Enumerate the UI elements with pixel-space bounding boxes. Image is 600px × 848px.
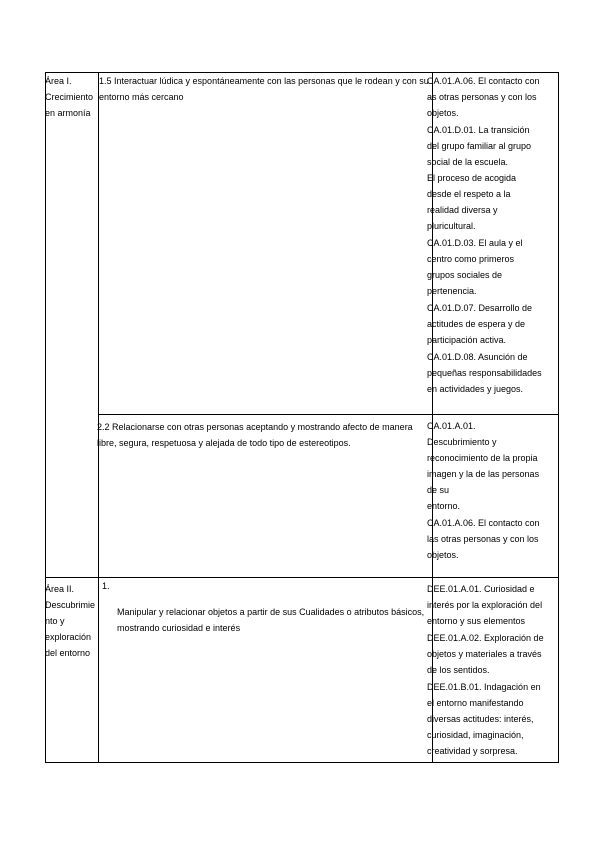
area-cell	[46, 578, 99, 763]
criterion-number: 1.	[102, 581, 110, 591]
content-block	[427, 515, 558, 563]
content-block	[427, 581, 558, 629]
criterion-text: 2.2 Relacionarse con otras personas aceptando y mostrando afecto de manera libre, segura, respetuosa y alejada de todo tipo de estereotipos.	[97, 422, 413, 448]
content-block	[427, 300, 558, 348]
content-line: grupos sociales de	[427, 270, 503, 280]
content-line: El proceso de acogida	[427, 173, 517, 183]
content-line: del grupo familiar al grupo	[427, 141, 532, 151]
content-line: DEE.01.B.01. Indagación en	[427, 682, 541, 692]
content-line: DEE.01.A.01. Curiosidad e	[427, 584, 535, 594]
area-cell	[46, 73, 99, 578]
content-block	[427, 630, 558, 678]
contents-cell	[427, 578, 559, 763]
content-line: entorno.	[427, 501, 461, 511]
content-line: DEE.01.A.02. Exploración de	[427, 633, 544, 643]
criterion-cell	[99, 415, 433, 578]
content-line: de su	[427, 485, 450, 495]
content-line: entorno y sus elementos	[427, 616, 526, 626]
content-line: desde el respeto a la	[427, 189, 511, 199]
area-line: del entorno	[45, 648, 91, 658]
content-line: realidad diversa y	[427, 205, 498, 215]
content-block	[427, 235, 558, 299]
area-line: Área I.	[45, 76, 72, 86]
contents-cell	[427, 415, 559, 578]
content-line: CA.01.D.01. La transición	[427, 125, 530, 135]
content-line: imagen y la de las personas	[427, 469, 540, 479]
content-line: CA.01.A.06. El contacto con	[427, 76, 540, 86]
content-line: creatividad y sorpresa.	[427, 746, 518, 756]
content-line: de los sentidos.	[427, 665, 490, 675]
content-line: participación activa.	[427, 335, 507, 345]
criterion-cell	[99, 73, 433, 415]
area-line: nto y	[45, 616, 65, 626]
content-line: CA.01.D.03. El aula y el	[427, 238, 523, 248]
criterion-text: 1.5 Interactuar lúdica y espontáneamente con las personas que le rodean y con su entorno más cercano	[99, 76, 429, 102]
content-line: actitudes de espera y de	[427, 319, 526, 329]
content-line: CA.01.D.07. Desarrollo de	[427, 303, 533, 313]
content-line: curiosidad, imaginación,	[427, 730, 524, 740]
curriculum-table	[45, 72, 559, 763]
content-line: en actividades y juegos.	[427, 384, 524, 394]
criterion-cell	[99, 578, 433, 763]
content-line: objetos.	[427, 550, 459, 560]
area-line: Descubrimie	[45, 600, 96, 610]
content-line: el entorno manifestando	[427, 698, 524, 708]
area-line: Crecimiento	[45, 92, 94, 102]
content-line: pluricultural.	[427, 221, 476, 231]
content-block	[427, 679, 558, 759]
content-line: centro como primeros	[427, 254, 515, 264]
content-line: interés por la exploración del	[427, 600, 543, 610]
area-line: Área II.	[45, 584, 75, 594]
content-line: pequeñas responsabilidades	[427, 368, 542, 378]
content-line: CA.01.A.06. El contacto con	[427, 518, 540, 528]
content-block	[427, 349, 558, 397]
area-line: exploración	[45, 632, 92, 642]
content-line: as otras personas y con los	[427, 92, 537, 102]
table-row	[46, 415, 559, 578]
content-line: reconocimiento de la propia	[427, 453, 538, 463]
content-line: social de la escuela.	[427, 157, 509, 167]
table-row	[46, 73, 559, 415]
content-block	[427, 122, 558, 234]
content-line: CA.01.A.01.	[427, 421, 476, 431]
content-line: las otras personas y con los	[427, 534, 539, 544]
content-line: objetos y materiales a través	[427, 649, 542, 659]
content-block	[427, 418, 558, 514]
content-line: Descubrimiento y	[427, 437, 497, 447]
table-row	[46, 578, 559, 763]
content-line: pertenencia.	[427, 286, 477, 296]
content-line: CA.01.D.08. Asunción de	[427, 352, 528, 362]
criterion-text: Manipular y relacionar objetos a partir de sus Cualidades o atributos básicos, mostrando curiosidad e interés	[117, 607, 425, 633]
content-line: objetos.	[427, 108, 459, 118]
content-block	[427, 73, 558, 121]
contents-cell	[427, 73, 559, 415]
content-line: diversas actitudes: interés,	[427, 714, 534, 724]
area-line: en armonía	[45, 108, 91, 118]
